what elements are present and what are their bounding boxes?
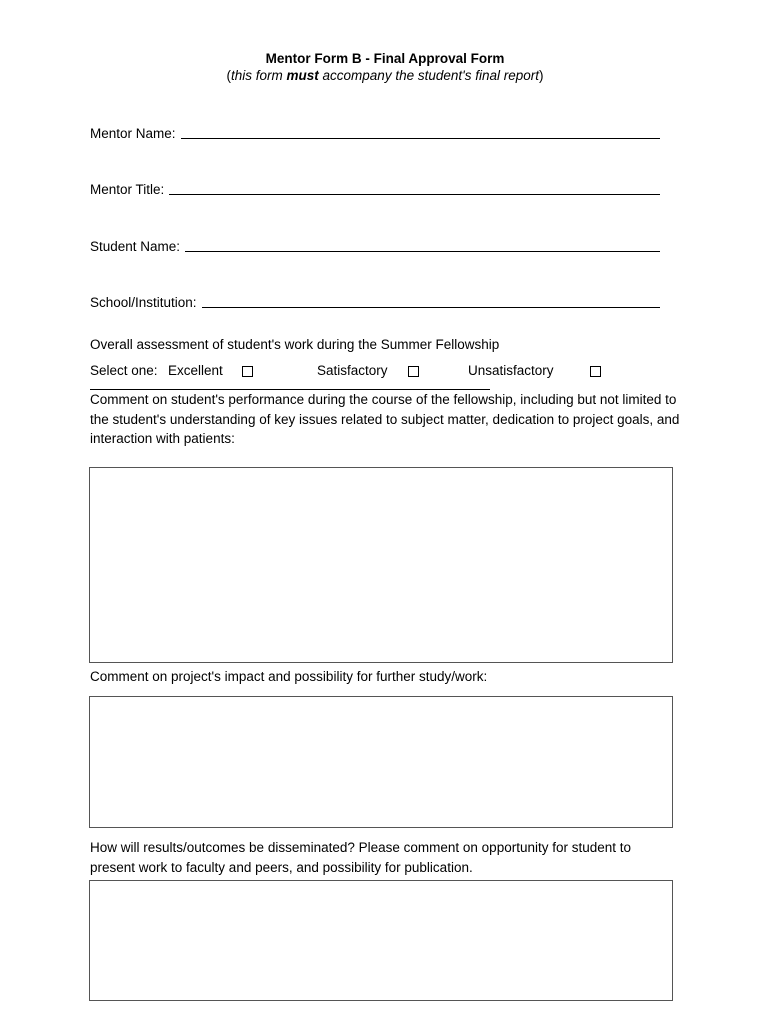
satisfactory-checkbox[interactable] [408, 366, 419, 377]
mentor-title-field [90, 180, 660, 198]
option-unsatisfactory-label: Unsatisfactory [468, 363, 554, 378]
impact-comment-prompt: Comment on project's impact and possibility for further study/work: [90, 669, 488, 684]
subtitle-close-paren: ) [538, 68, 544, 83]
school-label: School/Institution: [90, 295, 197, 310]
performance-comment-box[interactable] [89, 467, 673, 663]
subtitle-post: accompany the student's final report [318, 68, 539, 83]
student-name-input-line[interactable] [185, 239, 660, 252]
unsatisfactory-checkbox[interactable] [590, 366, 601, 377]
student-name-label: Student Name: [90, 239, 181, 254]
select-one-label: Select one: [90, 363, 158, 378]
dissemination-comment-prompt: How will results/outcomes be disseminated? Please comment on opportunity for student to present work to faculty and peers, and possibility for publication. [90, 840, 632, 875]
mentor-name-label: Mentor Name: [90, 126, 176, 141]
excellent-checkbox[interactable] [242, 366, 253, 377]
mentor-title-label: Mentor Title: [90, 182, 165, 197]
impact-comment-box[interactable] [89, 696, 673, 828]
option-excellent-label: Excellent [168, 363, 223, 378]
form-subtitle [0, 68, 770, 83]
mentor-title-input-line[interactable] [169, 182, 660, 195]
performance-comment-prompt: Comment on student's performance during the course of the fellowship, including but not limited to the student's understanding of key issues related to subject matter, dedication to project goals, and interaction with patients: [90, 392, 680, 446]
mentor-name-input-line[interactable] [181, 126, 660, 139]
subtitle-must: must [286, 68, 319, 83]
student-name-field [90, 237, 660, 255]
subtitle-open-paren: ( [226, 68, 231, 83]
subtitle-pre: this form [231, 68, 287, 83]
form-title: Mentor Form B - Final Approval Form [265, 51, 505, 66]
school-input-line[interactable] [202, 295, 660, 308]
mentor-name-field [90, 124, 660, 142]
assessment-heading: Overall assessment of student's work during the Summer Fellowship [90, 337, 500, 352]
dissemination-comment-box[interactable] [89, 880, 673, 1001]
school-field [90, 293, 660, 311]
option-satisfactory-label: Satisfactory [317, 363, 388, 378]
